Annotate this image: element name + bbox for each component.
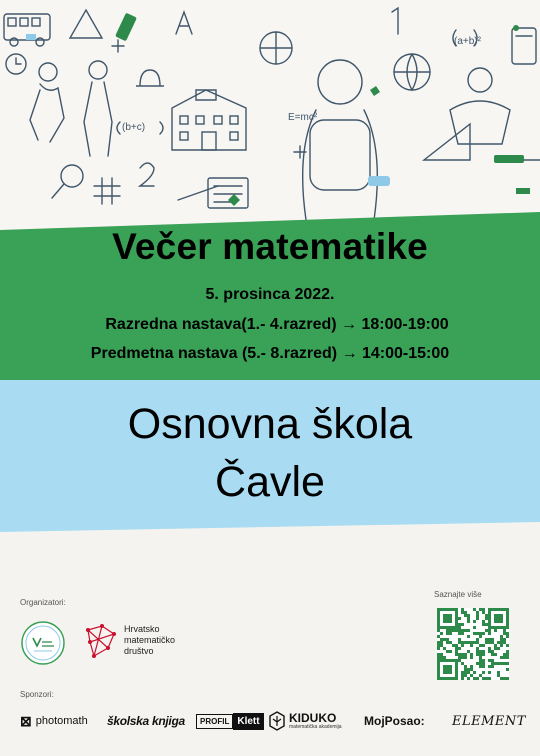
- element-name: ELEMENT: [452, 713, 526, 729]
- kiduko-icon: [268, 710, 286, 732]
- sponsor-logos: [0, 706, 540, 736]
- kiduko-name: KIDUKO: [289, 711, 337, 725]
- event-title: Večer matematike: [112, 226, 428, 267]
- school-name: [0, 395, 540, 511]
- sponsors-label: Sponzori:: [20, 690, 54, 699]
- photomath-icon: ⊠: [20, 712, 32, 729]
- hmd-name-line3: društvo: [124, 646, 154, 656]
- school-name-line2: Čavle: [215, 458, 325, 506]
- mojposao-name: MojPosao:: [364, 714, 425, 728]
- svg-text:(b+c): (b+c): [122, 122, 146, 133]
- event-date: 5. prosinca 2022.: [205, 286, 335, 303]
- hmd-logo: [84, 622, 120, 662]
- photomath-logo: [20, 706, 88, 736]
- more-info-label: Saznajte više: [434, 590, 482, 599]
- qr-code-graphic: [437, 608, 509, 680]
- doodle-drawing: [0, 0, 540, 230]
- skolska-knjiga-name: školska knjiga: [107, 714, 185, 728]
- svg-text:E=mc²: E=mc²: [288, 112, 318, 123]
- kiduko-logo: [268, 706, 342, 736]
- hmd-name: [124, 624, 175, 657]
- qr-code[interactable]: [437, 608, 509, 680]
- klett-name: Klett: [233, 713, 263, 730]
- skolska-knjiga-logo: [107, 706, 185, 736]
- schedule-line-upper-grades: Predmetna nastava (5.- 8.razred) → 14:00-15:00: [90, 345, 450, 362]
- profil-klett-logo: [196, 706, 264, 736]
- hmd-name-line2: matematičko: [124, 635, 176, 645]
- photomath-name: photomath: [35, 715, 88, 727]
- element-logo: [452, 706, 526, 736]
- school-name-line1: Osnovna škola: [127, 400, 413, 448]
- schedule-line-lower-grades: Razredna nastava(1.- 4.razred) → 18:00-19:00: [105, 316, 449, 333]
- svg-text:(a+b)²: (a+b)²: [454, 36, 481, 47]
- school-doodle-illustration: [0, 0, 540, 230]
- hmd-name-line1: Hrvatsko: [124, 624, 160, 634]
- mojposao-logo: [364, 706, 425, 736]
- organizers-label: Organizatori:: [20, 598, 66, 607]
- vecer-matematike-logo: [20, 620, 66, 666]
- kiduko-tagline: matematička akademija: [289, 724, 342, 730]
- profil-name: PROFIL: [196, 714, 233, 729]
